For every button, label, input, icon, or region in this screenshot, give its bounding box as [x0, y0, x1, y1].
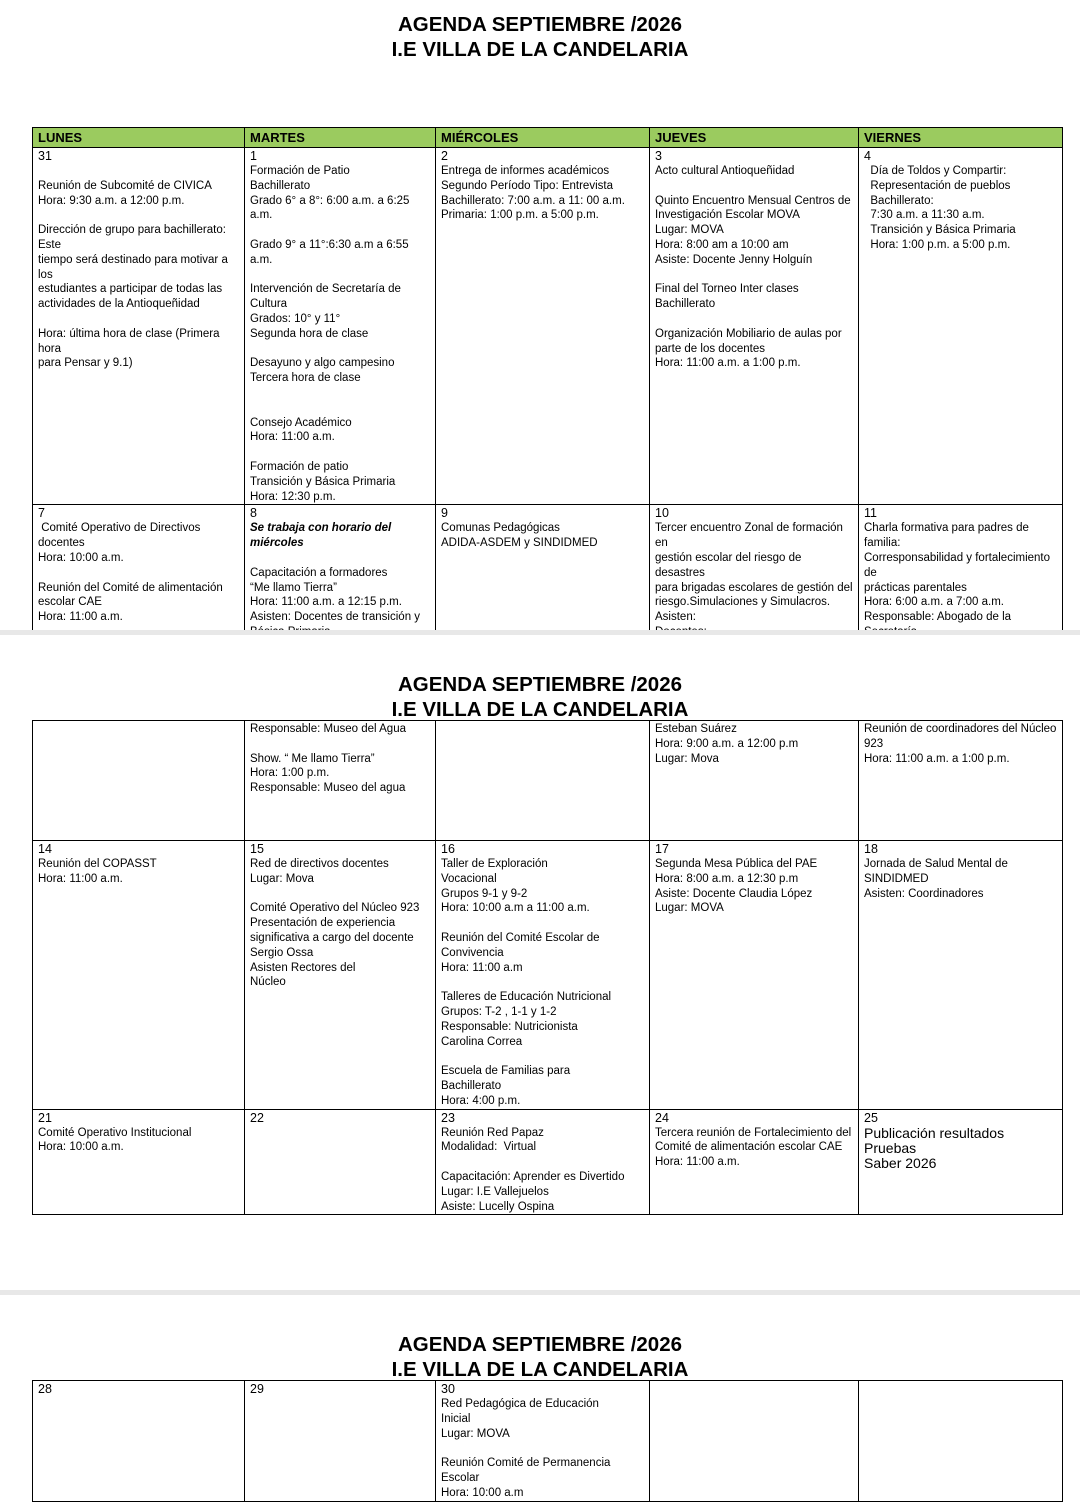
event-line: Acto cultural Antioqueñidad	[655, 165, 795, 177]
event-line	[250, 223, 430, 238]
event-line: Show. “ Me llamo Tierra”	[250, 752, 375, 765]
event-line: Red Pedagógica de Educación	[441, 1398, 599, 1410]
page-title	[0, 672, 1080, 722]
event-line: Día de Toldos y Compartir:	[864, 165, 1007, 177]
event-line: Grados: 10° y 11°	[250, 312, 341, 325]
event-note: Se trabaja con horario del	[250, 522, 392, 535]
event-line: Transición y Básica Primaria	[250, 475, 396, 488]
event-line: Hora: 10:00 a.m	[441, 1486, 524, 1499]
day-number: 15	[250, 842, 264, 856]
event-line	[38, 312, 239, 327]
event-line: Núcleo	[250, 976, 286, 989]
event-line: Taller de Exploración	[441, 858, 548, 870]
event-line: Hora: 1:00 p.m.	[250, 767, 330, 780]
day-cell	[859, 1109, 1063, 1215]
event-line: Reunión de Subcomité de CIVICA	[38, 179, 212, 192]
day-cell	[33, 1109, 245, 1215]
day-cell	[245, 841, 436, 1110]
event-line: Hora: 11:00 a.m.	[250, 431, 335, 444]
header-lunes: LUNES	[33, 128, 245, 148]
day-number: 18	[864, 842, 878, 856]
calendar-table	[32, 1380, 1063, 1502]
event-line: Modalidad: Virtual	[441, 1141, 537, 1154]
day-number: 31	[38, 149, 52, 163]
day-number: 21	[38, 1110, 52, 1125]
event-line: Hora: 11:00 a.m. a 1:00 p.m.	[864, 752, 1010, 765]
event-line: Hora: 10:00 a.m.	[38, 551, 124, 564]
event-line	[441, 975, 644, 990]
page-title	[0, 12, 1080, 62]
day-cell	[650, 148, 859, 505]
day-number: 2	[441, 149, 448, 163]
day-number: 30	[441, 1382, 455, 1396]
event-line: Entrega de informes académicos	[441, 165, 610, 177]
event-line: Capacitación: Aprender es Divertido	[441, 1170, 625, 1183]
event-line	[655, 312, 853, 327]
event-line: Comité Operativo del Núcleo 923	[250, 902, 420, 915]
event-line: Asisten:	[655, 611, 696, 624]
event-line	[441, 1441, 644, 1456]
day-number: 17	[655, 842, 669, 856]
event-line: Hora: 6:00 a.m. a 7:00 a.m.	[864, 596, 1004, 609]
event-line: Hora: 11:00 a.m. a 12:15 p.m.	[250, 596, 402, 609]
event-line	[250, 445, 430, 460]
event-line: Hora: 9:00 a.m. a 12:00 p.m	[655, 737, 799, 750]
event-line	[250, 887, 430, 902]
event-line: Hora: 9:30 a.m. a 12:00 p.m.	[38, 194, 185, 207]
event-line: Hora: última hora de clase (Primera hora	[38, 327, 223, 355]
day-cell	[245, 148, 436, 505]
day-number: 7	[38, 506, 45, 521]
event-note: miércoles	[250, 537, 304, 550]
continued-cell	[436, 721, 650, 841]
event-line: Formación de Patio	[250, 165, 350, 177]
event-line: Talleres de Educación Nutricional	[441, 991, 612, 1004]
day-cell	[650, 1109, 859, 1215]
event-line: Grupos 9-1 y 9-2	[441, 887, 528, 900]
event-line: Grado 9° a 11°:6:30 a.m a 6:55 a.m.	[250, 238, 412, 266]
day-cell	[650, 1381, 859, 1502]
title-line-1: AGENDA SEPTIEMBRE /2026	[397, 673, 683, 696]
event-line: Asiste: Docente Jenny Holguín	[655, 253, 813, 266]
event-line: gestión escolar del riesgo de desastres	[655, 551, 805, 579]
event-line: Final del Torneo Inter clases Bachillerato	[655, 283, 802, 311]
event-line: Lugar: Mova	[250, 872, 314, 885]
event-line: Hora: 10:00 a.m a 11:00 a.m.	[441, 902, 590, 915]
event-line	[250, 551, 430, 566]
event-line: Hora: 4:00 p.m.	[441, 1094, 521, 1107]
page-title	[0, 1332, 1080, 1382]
event-line: Asisten Rectores del	[250, 961, 356, 974]
event-line: Carolina Correa	[441, 1035, 523, 1048]
day-cell	[33, 841, 245, 1110]
day-number: 29	[250, 1382, 264, 1396]
event-line: Segunda Mesa Pública del PAE	[655, 858, 818, 870]
day-number: 4	[864, 149, 871, 163]
day-cell	[650, 841, 859, 1110]
event-line	[250, 386, 430, 401]
event-line: Lugar: I.E Vallejuelos	[441, 1185, 549, 1198]
event-line	[655, 179, 853, 194]
event-line: Bachillerato: 7:00 a.m. a 11: 00 a.m.	[441, 194, 625, 207]
day-cell	[436, 1109, 650, 1215]
event-line: tiempo será destinado para motivar a los	[38, 253, 232, 281]
event-line: Saber 2026	[864, 1154, 937, 1171]
event-line: Asisten: Coordinadores	[864, 887, 984, 900]
event-line	[655, 268, 853, 283]
day-cell	[436, 841, 650, 1110]
title-line-2: I.E VILLA DE LA CANDELARIA	[391, 698, 689, 721]
day-number: 10	[655, 506, 669, 521]
event-line: Hora: 11:00 a.m. a 1:00 p.m.	[655, 357, 801, 370]
event-line	[250, 342, 430, 357]
event-line: para brigadas escolares de gestión del	[655, 581, 853, 594]
event-line	[38, 566, 239, 581]
event-line: Charla formativa para padres de familia:	[864, 522, 1033, 550]
event-line: Escuela de Familias para	[441, 1065, 571, 1078]
day-number: 24	[655, 1110, 669, 1125]
day-number: 9	[441, 506, 448, 521]
event-line: Comité Operativo Institucional	[38, 1126, 192, 1139]
event-line: 7:30 a.m. a 11:30 a.m.	[864, 209, 985, 222]
event-line: Comité de alimentación escolar CAE	[655, 1141, 843, 1154]
week-row	[33, 721, 1063, 841]
week-row	[33, 1381, 1063, 1502]
event-line: Reunión Red Papaz	[441, 1126, 544, 1139]
event-line	[38, 208, 239, 223]
event-line: Reunión del Comité Escolar de	[441, 931, 600, 944]
event-line: Sergio Ossa	[250, 946, 314, 959]
day-number: 23	[441, 1110, 455, 1125]
event-line: Tercer encuentro Zonal de formación en	[655, 522, 847, 550]
day-cell	[859, 148, 1063, 505]
event-line: Asisten: Docentes de transición y	[250, 611, 421, 624]
title-line-2: I.E VILLA DE LA CANDELARIA	[391, 1358, 689, 1381]
week-row	[33, 841, 1063, 1110]
event-line: Lugar: MOVA	[655, 902, 724, 915]
day-cell	[245, 1109, 436, 1215]
event-line: Asiste: Docente Claudia López	[655, 887, 813, 900]
event-line: Reunión de coordinadores del Núcleo	[864, 723, 1057, 735]
event-line: Investigación Escolar MOVA	[655, 209, 800, 222]
event-line: Segundo Período Tipo: Entrevista	[441, 179, 613, 192]
day-cell	[436, 1381, 650, 1502]
event-line: Capacitación a formadores	[250, 566, 388, 579]
event-line: ADIDA-ASDEM y SINDIDMED	[441, 537, 598, 550]
event-line	[38, 164, 239, 179]
event-line: para Pensar y 9.1)	[38, 357, 133, 370]
day-number: 1	[250, 149, 257, 163]
title-line-2: I.E VILLA DE LA CANDELARIA	[391, 38, 689, 61]
calendar-table	[32, 720, 1063, 1215]
week-row	[33, 1109, 1063, 1215]
page-2	[0, 635, 1080, 1290]
event-line: Comité Operativo de Directivos docentes	[38, 522, 204, 550]
event-line: prácticas parentales	[864, 581, 967, 594]
header-jueves: JUEVES	[650, 128, 859, 148]
event-line: Vocacional	[441, 872, 497, 885]
event-line: Reunión Comité de Permanencia Escolar	[441, 1457, 614, 1484]
event-line: Lugar: MOVA	[655, 224, 724, 237]
event-line: escolar CAE	[38, 596, 102, 609]
event-line: Grupos: T-2 , 1-1 y 1-2	[441, 1005, 557, 1018]
event-line: 923	[864, 737, 884, 750]
event-line	[250, 737, 430, 752]
event-line: Responsable: Nutricionista	[441, 1020, 578, 1033]
page-1	[0, 0, 1080, 630]
event-line: Representación de pueblos	[864, 179, 1011, 192]
event-line: Transición y Básica Primaria	[864, 224, 1016, 237]
event-line	[250, 401, 430, 416]
continued-cell	[245, 721, 436, 841]
event-line: parte de los docentes	[655, 342, 765, 355]
title-line-1: AGENDA SEPTIEMBRE /2026	[397, 1333, 683, 1356]
day-number: 11	[864, 506, 877, 521]
event-line: SINDIDMED	[864, 872, 929, 885]
day-number: 16	[441, 842, 455, 856]
day-cell	[859, 1381, 1063, 1502]
event-line: Tercera reunión de Fortalecimiento del	[655, 1126, 852, 1139]
event-line: Hora: 11:00 a.m.	[655, 1156, 740, 1169]
day-cell	[436, 148, 650, 505]
event-line: Hora: 11:00 a.m.	[38, 611, 123, 624]
event-line: Dirección de grupo para bachillerato: Este	[38, 224, 230, 251]
event-line: Responsable: Museo del Agua	[250, 723, 406, 735]
event-line	[441, 1155, 644, 1170]
event-line: Red de directivos docentes	[250, 858, 389, 870]
event-line: Reunión del COPASST	[38, 858, 157, 870]
event-line: Grado 6° a 8°: 6:00 a.m. a 6:25 a.m.	[250, 194, 413, 222]
event-line: Organización Mobiliario de aulas por	[655, 327, 842, 340]
event-line: Comunas Pedagógicas	[441, 522, 560, 535]
day-cell	[859, 841, 1063, 1110]
title-line-1: AGENDA SEPTIEMBRE /2026	[397, 13, 683, 36]
event-line: Segunda hora de clase	[250, 327, 369, 340]
event-line: Reunión del Comité de alimentación	[38, 581, 223, 594]
event-line: Primaria: 1:00 p.m. a 5:00 p.m.	[441, 209, 599, 222]
header-viernes: VIERNES	[859, 128, 1063, 148]
event-line: significativa a cargo del docente	[250, 931, 414, 944]
continued-cell	[650, 721, 859, 841]
event-line: Corresponsabilidad y fortalecimiento de	[864, 551, 1054, 579]
header-row	[33, 128, 1063, 148]
day-cell	[33, 1381, 245, 1502]
event-line: Lugar: MOVA	[441, 1427, 510, 1440]
week-row	[33, 148, 1063, 505]
event-line: Jornada de Salud Mental de	[864, 858, 1008, 870]
day-number: 3	[655, 149, 662, 163]
event-line: Lugar: Mova	[655, 752, 719, 765]
day-number: 14	[38, 842, 52, 856]
event-line: “Me llamo Tierra”	[250, 581, 337, 594]
continued-cell	[859, 721, 1063, 841]
page-3	[0, 1295, 1080, 1512]
event-line: Hora: 1:00 p.m. a 5:00 p.m.	[864, 238, 1011, 251]
event-line: actividades de la Antioqueñidad	[38, 298, 200, 311]
event-line: Asiste: Lucelly Ospina	[441, 1200, 555, 1213]
event-line: Consejo Académico	[250, 416, 352, 429]
event-line: Hora: 10:00 a.m.	[38, 1141, 124, 1154]
event-line: Bachillerato:	[864, 194, 934, 207]
day-number: 8	[250, 506, 257, 521]
event-line: Esteban Suárez	[655, 723, 737, 735]
day-number: 28	[38, 1382, 52, 1396]
header-miercoles: MIÉRCOLES	[436, 128, 650, 148]
calendar-table	[32, 127, 1063, 670]
day-number: 25	[864, 1110, 878, 1125]
event-line: Responsable: Museo del agua	[250, 782, 406, 795]
event-line: Intervención de Secretaría de Cultura	[250, 283, 405, 311]
day-cell	[33, 148, 245, 505]
event-line: Convivencia	[441, 946, 504, 959]
day-cell	[245, 1381, 436, 1502]
event-line: Hora: 8:00 a.m. a 12:30 p.m	[655, 872, 799, 885]
continued-cell	[33, 721, 245, 841]
event-line: Tercera hora de clase	[250, 372, 361, 385]
event-line: Hora: 8:00 am a 10:00 am	[655, 238, 789, 251]
event-line: Bachillerato	[250, 179, 311, 192]
event-line: estudiantes a participar de todas las	[38, 283, 223, 296]
event-line: riesgo.Simulaciones y Simulacros.	[655, 596, 831, 609]
event-line: Presentación de experiencia	[250, 917, 396, 930]
event-line: Hora: 12:30 p.m.	[250, 490, 336, 503]
event-line	[441, 1049, 644, 1064]
event-line: Hora: 11:00 a.m	[441, 961, 523, 974]
event-line	[441, 916, 644, 931]
day-number: 22	[250, 1110, 264, 1125]
event-line: Bachillerato	[441, 1079, 502, 1092]
event-line: Quinto Encuentro Mensual Centros de	[655, 194, 851, 207]
event-line: Formación de patio	[250, 460, 349, 473]
header-martes: MARTES	[245, 128, 436, 148]
event-line: Desayuno y algo campesino	[250, 357, 395, 370]
event-line: Publicación resultados Pruebas	[864, 1124, 1008, 1156]
event-line	[250, 268, 430, 283]
event-line: Inicial	[441, 1412, 471, 1425]
event-line: Hora: 11:00 a.m.	[38, 872, 123, 885]
event-line: Responsable: Abogado de la	[864, 611, 1012, 624]
